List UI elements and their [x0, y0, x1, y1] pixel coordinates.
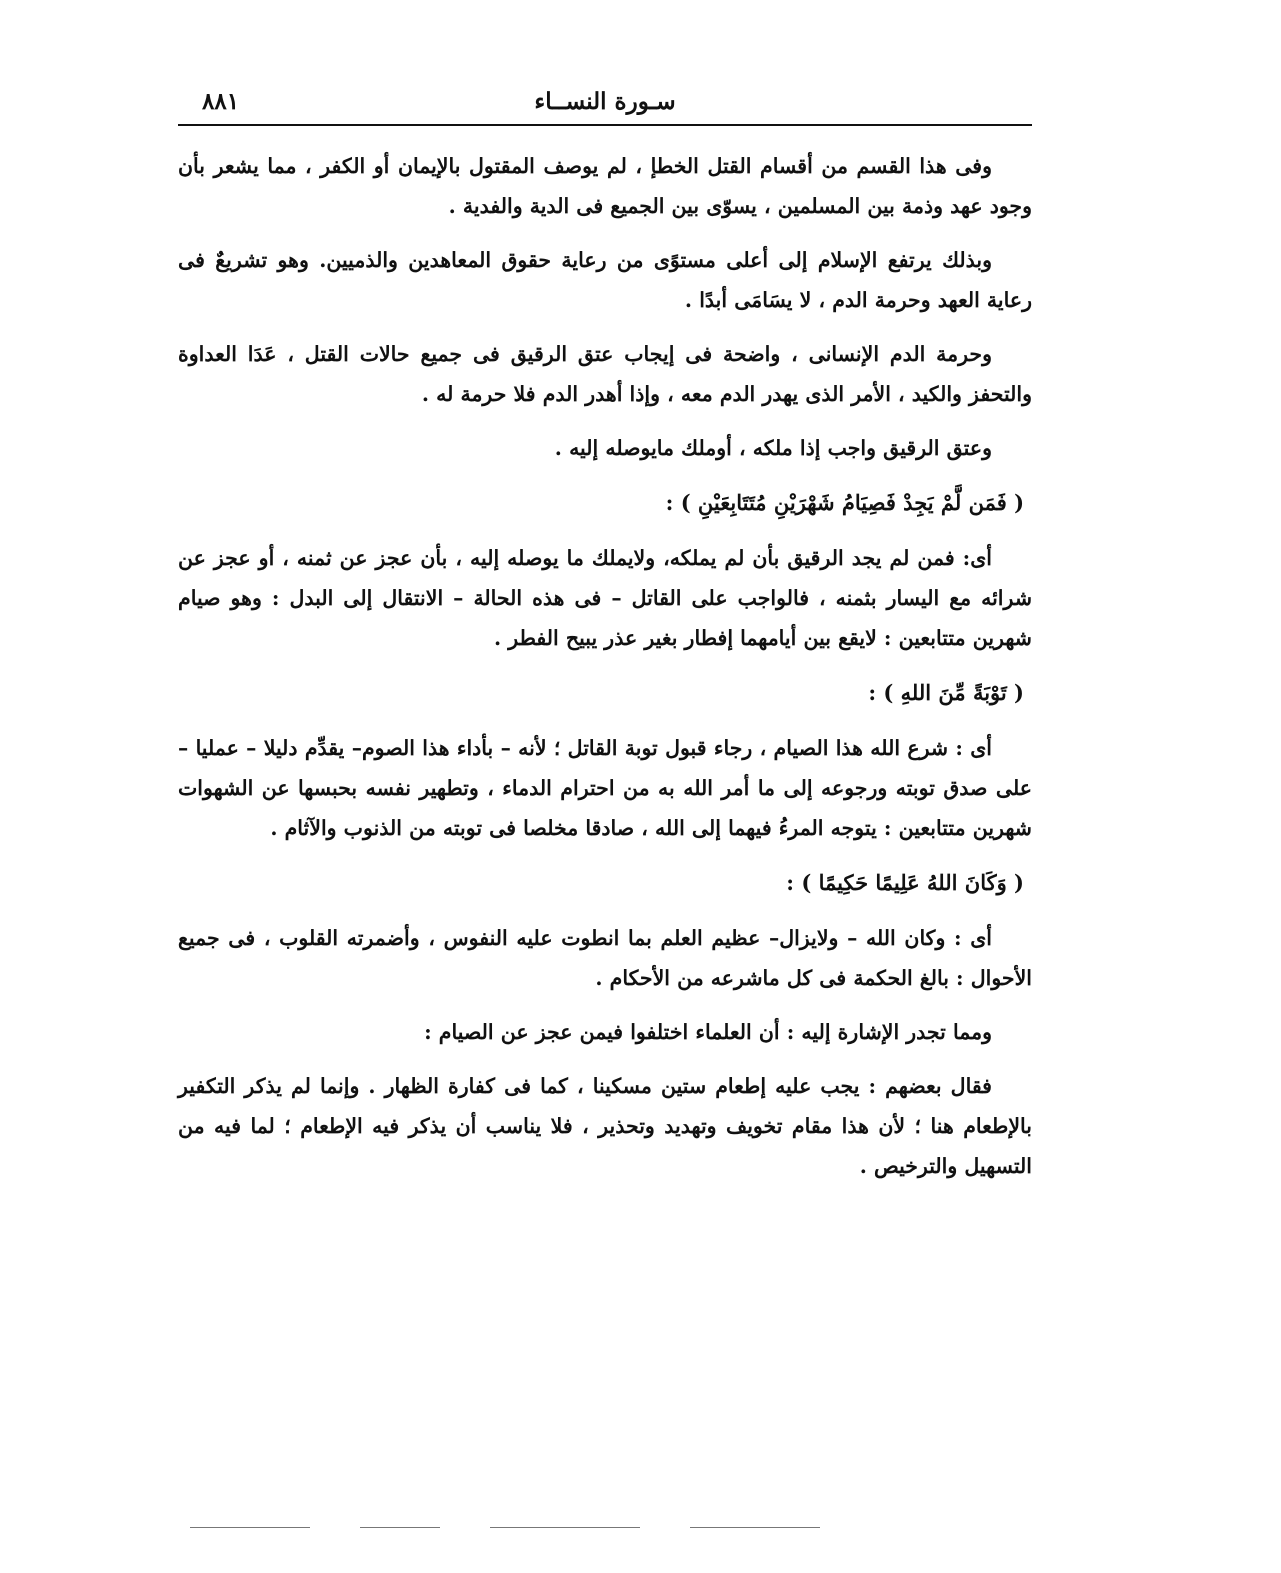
paragraph: فقال بعضهم : يجب عليه إطعام ستين مسكينا ، كما فى كفارة الظهار . وإنما لم يذكر التكفير بالإطعام هنا ؛ لأن هذا مقام تخويف وتهديد وتحذير ، فلا يناسب أن يذكر فيه الإطعام ؛ لما فيه من التسهيل والترخيص .: [178, 1074, 1032, 1178]
page-number: ٨٨١: [202, 88, 240, 115]
paragraph: أى : شرع الله هذا الصيام ، رجاء قبول توبة القاتل ؛ لأنه – بأداء هذا الصوم– يقدِّم دليلا – عمليا – على صدق توبته ورجوعه إلى ما أمر الله به من احترام الدماء ، وتطهير نفسه بحبسها عن الشهوات شهرين متتابعين : يتوجه المرءُ فيهما إلى الله ، صادقا مخلصا فى توبته من الذنوب والآثام .: [178, 736, 1032, 840]
quran-verse: ( وَكَانَ اللهُ عَلِيمًا حَكِيمًا ) :: [786, 870, 1024, 895]
paragraph: وعتق الرقيق واجب إذا ملكه ، أوملك مايوصله إليه .: [554, 436, 992, 460]
paragraph: أى : وكان الله – ولايزال– عظيم العلم بما انطوت عليه النفوس ، وأضمرته القلوب ، فى جميع الأحوال : بالغ الحكمة فى كل ماشرعه من الأحكام .: [178, 926, 1032, 990]
paragraph: وبذلك يرتفع الإسلام إلى أعلى مستوًى من رعاية حقوق المعاهدين والذميين. وهو تشريعٌ فى رعاية العهد وحرمة الدم ، لا يسَامَى أبدًا .: [178, 248, 1032, 312]
page-body: [178, 126, 1032, 1186]
quran-verse: ( فَمَن لَّمْ يَجِدْ فَصِيَامُ شَهْرَيْنِ مُتَتَابِعَيْنِ ) :: [665, 490, 1024, 515]
paragraph: أى: فمن لم يجد الرقيق بأن لم يملكه، ولايملك ما يوصله إليه ، بأن عجز عن ثمنه ، أو عجز عن شرائه مع اليسار بثمنه ، فالواجب على القاتل – فى هذه الحالة – الانتقال إلى البدل : وهو صيام شهرين متتابعين : لايقع بين أيامهما إفطار بغير عذر يبيح الفطر .: [178, 546, 1032, 650]
book-page: [178, 80, 1032, 1520]
paragraph: وحرمة الدم الإنسانى ، واضحة فى إيجاب عتق الرقيق فى جميع حالات القتل ، عَدَا العداوة والتحفز والكيد ، الأمر الذى يهدر الدم معه ، وإذا أهدر الدم فلا حرمة له .: [178, 342, 1032, 406]
page-header: [178, 80, 1032, 126]
running-title: سـورة النســاء: [534, 88, 676, 115]
paragraph: ومما تجدر الإشارة إليه : أن العلماء اختلفوا فيمن عجز عن الصيام :: [424, 1020, 992, 1044]
paragraph: وفى هذا القسم من أقسام القتل الخطإ ، لم يوصف المقتول بالإيمان أو الكفر ، مما يشعر بأن وجود عهد وذمة بين المسلمين ، يسوّى بين الجميع فى الدية والفدية .: [178, 154, 1032, 218]
quran-verse: ( تَوْبَةً مِّنَ اللهِ ) :: [868, 680, 1024, 705]
bottom-edge-lines: [190, 1527, 1050, 1531]
